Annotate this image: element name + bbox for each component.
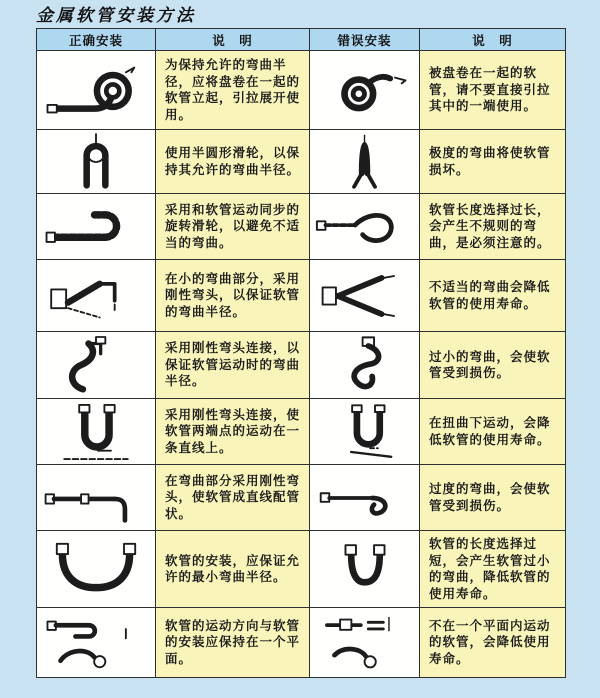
hose-on-semicircular-pulley-icon: [40, 131, 152, 193]
header-wrong-install: 错误安装: [310, 29, 420, 51]
wrong-image-cell: [310, 260, 420, 332]
correct-description: 软管的安装，应保证允许的最小弯曲半径。: [156, 531, 310, 608]
table-row: [37, 465, 566, 531]
wrong-description: 软管长度选择过长，会产生不规则的弯曲，是必须注意的。: [420, 194, 566, 260]
correct-description: 使用半圆形滑轮，以保持其允许的弯曲半径。: [156, 130, 310, 194]
wrong-description: 过小的弯曲，会使软管受到损伤。: [420, 332, 566, 399]
out-of-plane-motion-icon: [315, 612, 415, 674]
correct-image-cell: [37, 332, 156, 399]
page-title: 金属软管安装方法: [36, 6, 196, 26]
correct-description: 软管的运动方向与软管的安装应保持在一个平面。: [156, 608, 310, 678]
wrong-description: 软管的长度选择过短，会产生软管过小的弯曲，降低软管的使用寿命。: [420, 531, 566, 608]
table-row: [37, 399, 566, 465]
wrong-image-cell: [310, 130, 420, 194]
wrong-description: 被盘卷在一起的软管，请不要直接引拉其中的一端使用。: [420, 51, 566, 130]
correct-image-cell: [37, 51, 156, 130]
correct-image-cell: [37, 465, 156, 531]
wrong-image-cell: [310, 194, 420, 260]
table-row: [37, 194, 566, 260]
sharply-kinked-hanging-hose-icon: [315, 133, 415, 191]
wrong-image-cell: [310, 332, 420, 399]
coiled-hose-unrolled-icon: [40, 55, 152, 125]
header-wrong-explanation: 说 明: [420, 29, 566, 51]
correct-image-cell: [37, 531, 156, 608]
correct-image-cell: [37, 399, 156, 465]
synchronized-rotating-pulley-track-icon: [40, 196, 152, 258]
correct-description: 在小的弯曲部分，采用刚性弯头，以保证软管的弯曲半径。: [156, 260, 310, 332]
table-row: [37, 608, 566, 678]
table-row: [37, 332, 566, 399]
improper-y-bend-icon: [315, 264, 415, 328]
wrong-description: 不适当的弯曲会降低软管的使用寿命。: [420, 260, 566, 332]
correct-description: 在弯曲部分采用刚性弯头，使软管成直线配管状。: [156, 465, 310, 531]
wrong-image-cell: [310, 531, 420, 608]
correct-description: 为保持允许的弯曲半径，应将盘卷在一起的软管立起，引拉展开使用。: [156, 51, 310, 130]
u-bend-aligned-ends-icon: [40, 400, 152, 464]
header-correct-explanation: 说 明: [156, 29, 310, 51]
header-correct-install: 正确安装: [37, 29, 156, 51]
wrong-description: 过度的弯曲，会使软管受到损伤。: [420, 465, 566, 531]
rigid-elbow-small-bend-icon: [40, 262, 152, 330]
wrong-image-cell: [310, 608, 420, 678]
single-plane-motion-icon: [40, 610, 152, 676]
header-row: [37, 29, 566, 51]
overbent-elbow-icon: [315, 469, 415, 527]
correct-image-cell: [37, 130, 156, 194]
correct-description: 采用刚性弯头连接，使软管两端点的运动在一条直线上。: [156, 399, 310, 465]
wrong-image-cell: [310, 51, 420, 130]
wrong-description: 极度的弯曲将使软管损坏。: [420, 130, 566, 194]
twisted-u-bend-icon: [315, 402, 415, 462]
rigid-elbow-s-curve-icon: [40, 333, 152, 397]
too-short-narrow-u-icon: [315, 540, 415, 598]
wrong-image-cell: [310, 465, 420, 531]
minimum-bend-radius-u-icon: [40, 537, 152, 601]
installation-method-table: [36, 28, 566, 678]
correct-image-cell: [37, 608, 156, 678]
too-small-bend-hook-icon: [315, 335, 415, 395]
correct-description: 采用刚性弯头连接，以保证软管运动时的弯曲半径。: [156, 332, 310, 399]
correct-image-cell: [37, 194, 156, 260]
correct-description: 采用和软管运动同步的旋转滑轮，以避免不适当的弯曲。: [156, 194, 310, 260]
coiled-hose-end-pulled-icon: [315, 60, 415, 120]
overlong-hose-irregular-loop-icon: [315, 198, 415, 256]
wrong-image-cell: [310, 399, 420, 465]
table-row: [37, 531, 566, 608]
straight-run-rigid-elbow-icon: [40, 467, 152, 529]
table-row: [37, 260, 566, 332]
wrong-description: 不在一个平面内运动的软管，会降低使用寿命。: [420, 608, 566, 678]
table-row: [37, 130, 566, 194]
wrong-description: 在扭曲下运动，会降低软管的使用寿命。: [420, 399, 566, 465]
correct-image-cell: [37, 260, 156, 332]
table-row: [37, 51, 566, 130]
